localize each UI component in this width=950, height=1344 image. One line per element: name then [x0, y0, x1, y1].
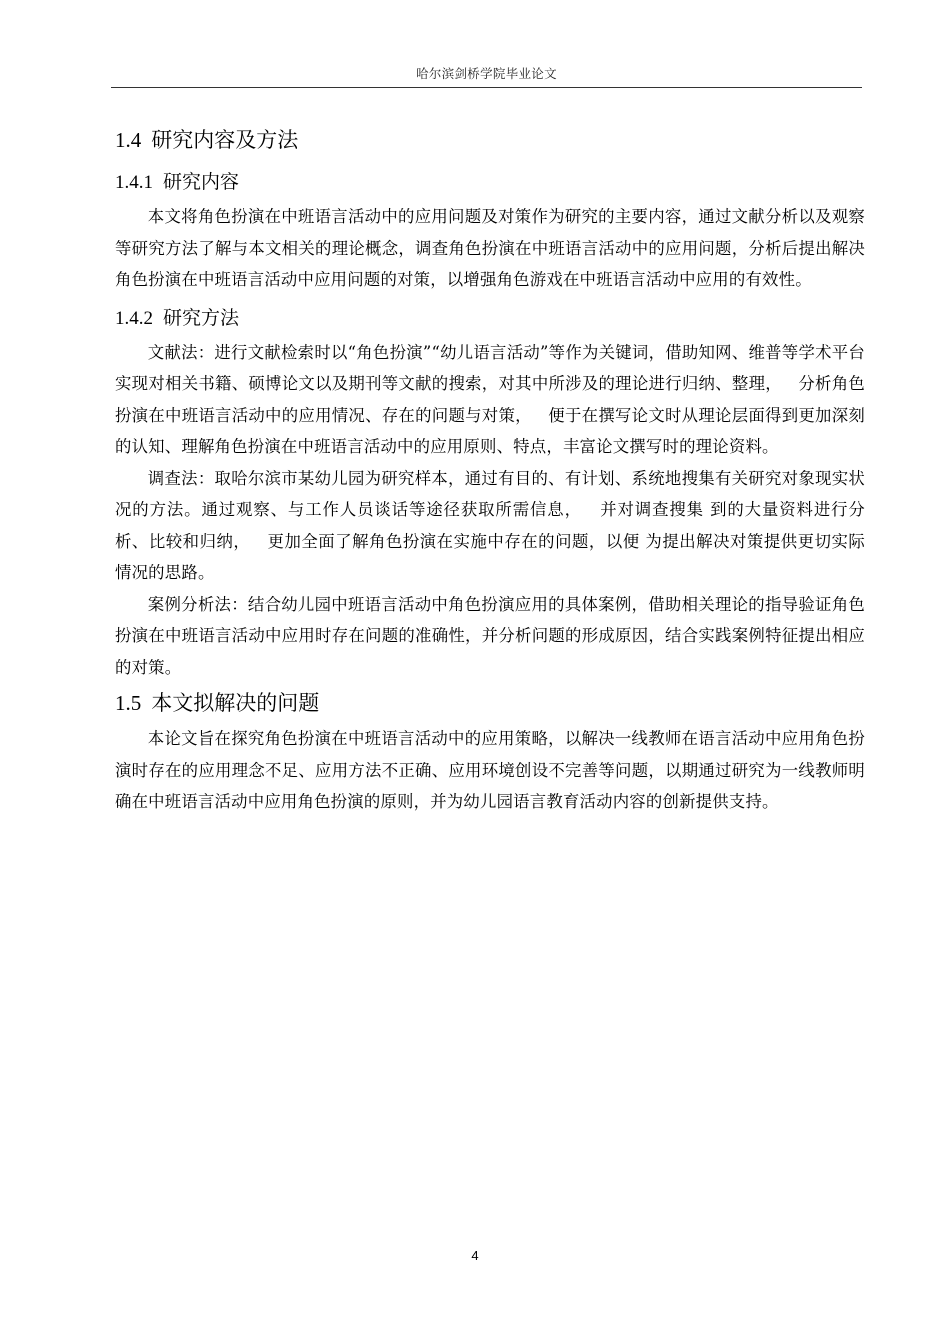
section-title: 研究方法 [163, 306, 240, 329]
section-title: 研究内容及方法 [151, 128, 299, 152]
section-number: 1.5 [115, 691, 142, 715]
section-heading-1-5 [115, 683, 865, 723]
section-title: 研究内容 [163, 171, 240, 193]
paragraph-survey-method: 调查法：取哈尔滨市某幼儿园为研究样本，通过有目的、有计划、系统地搜集有关研究对象现实状况的方法。通过观察、与工作人员谈话等途径获取所需信息， 并对调查搜集 到的大量资料进行分析、比较和归纳， 更加全面了解角色扮演在实施中存在的问题，以便 为提出解决对策提供更切实际情况的思路。 [115, 468, 865, 582]
paragraph-case-analysis-method: 案例分析法：结合幼儿园中班语言活动中角色扮演应用的具体案例，借助相关理论的指导验证角色扮演在中班语言活动中应用时存在问题的准确性，并分析问题的形成原因，结合实践案例特征提出相应的对策。 [115, 594, 865, 677]
header-divider [111, 87, 862, 88]
running-header: 哈尔滨剑桥学院毕业论文 [416, 66, 557, 81]
page-number: 4 [471, 1248, 479, 1263]
paragraph-literature-method: 文献法：进行文献检索时以“角色扮演”“幼儿语言活动”等作为关键词，借助知网、维普等学术平台实现对相关书籍、硕博论文以及期刊等文献的搜索，对其中所涉及的理论进行归纳、整理， 分析角色扮演在中班语言活动中的应用情况、存在的问题与对策， 便于在撰写论文时从理论层面得到更加深刻的认知、理解角色扮演在中班语言活动中的应用原则、特点，丰富论文撰写时的理论资料。 [115, 342, 865, 456]
section-heading-1-4-1 [115, 164, 865, 201]
section-heading-1-4 [115, 120, 865, 160]
section-number: 1.4.1 [115, 172, 153, 193]
section-number: 1.4 [115, 128, 142, 152]
section-title: 本文拟解决的问题 [151, 691, 320, 715]
section-heading-1-4-2 [115, 300, 865, 337]
paragraph-problems-to-solve: 本论文旨在探究角色扮演在中班语言活动中的应用策略，以解决一线教师在语言活动中应用角色扮演时存在的应用理念不足、应用方法不正确、应用环境创设不完善等问题，以期通过研究为一线教师明确在中班语言活动中应用角色扮演的原则，并为幼儿园语言教育活动内容的创新提供支持。 [115, 729, 865, 811]
page-content [115, 120, 865, 818]
paragraph-research-content: 本文将角色扮演在中班语言活动中的应用问题及对策作为研究的主要内容，通过文献分析以及观察等研究方法了解与本文相关的理论概念，调查角色扮演在中班语言活动中的应用问题，分析后提出解决角色扮演在中班语言活动中应用问题的对策，以增强角色游戏在中班语言活动中应用的有效性。 [115, 207, 865, 289]
section-number: 1.4.2 [115, 307, 153, 329]
